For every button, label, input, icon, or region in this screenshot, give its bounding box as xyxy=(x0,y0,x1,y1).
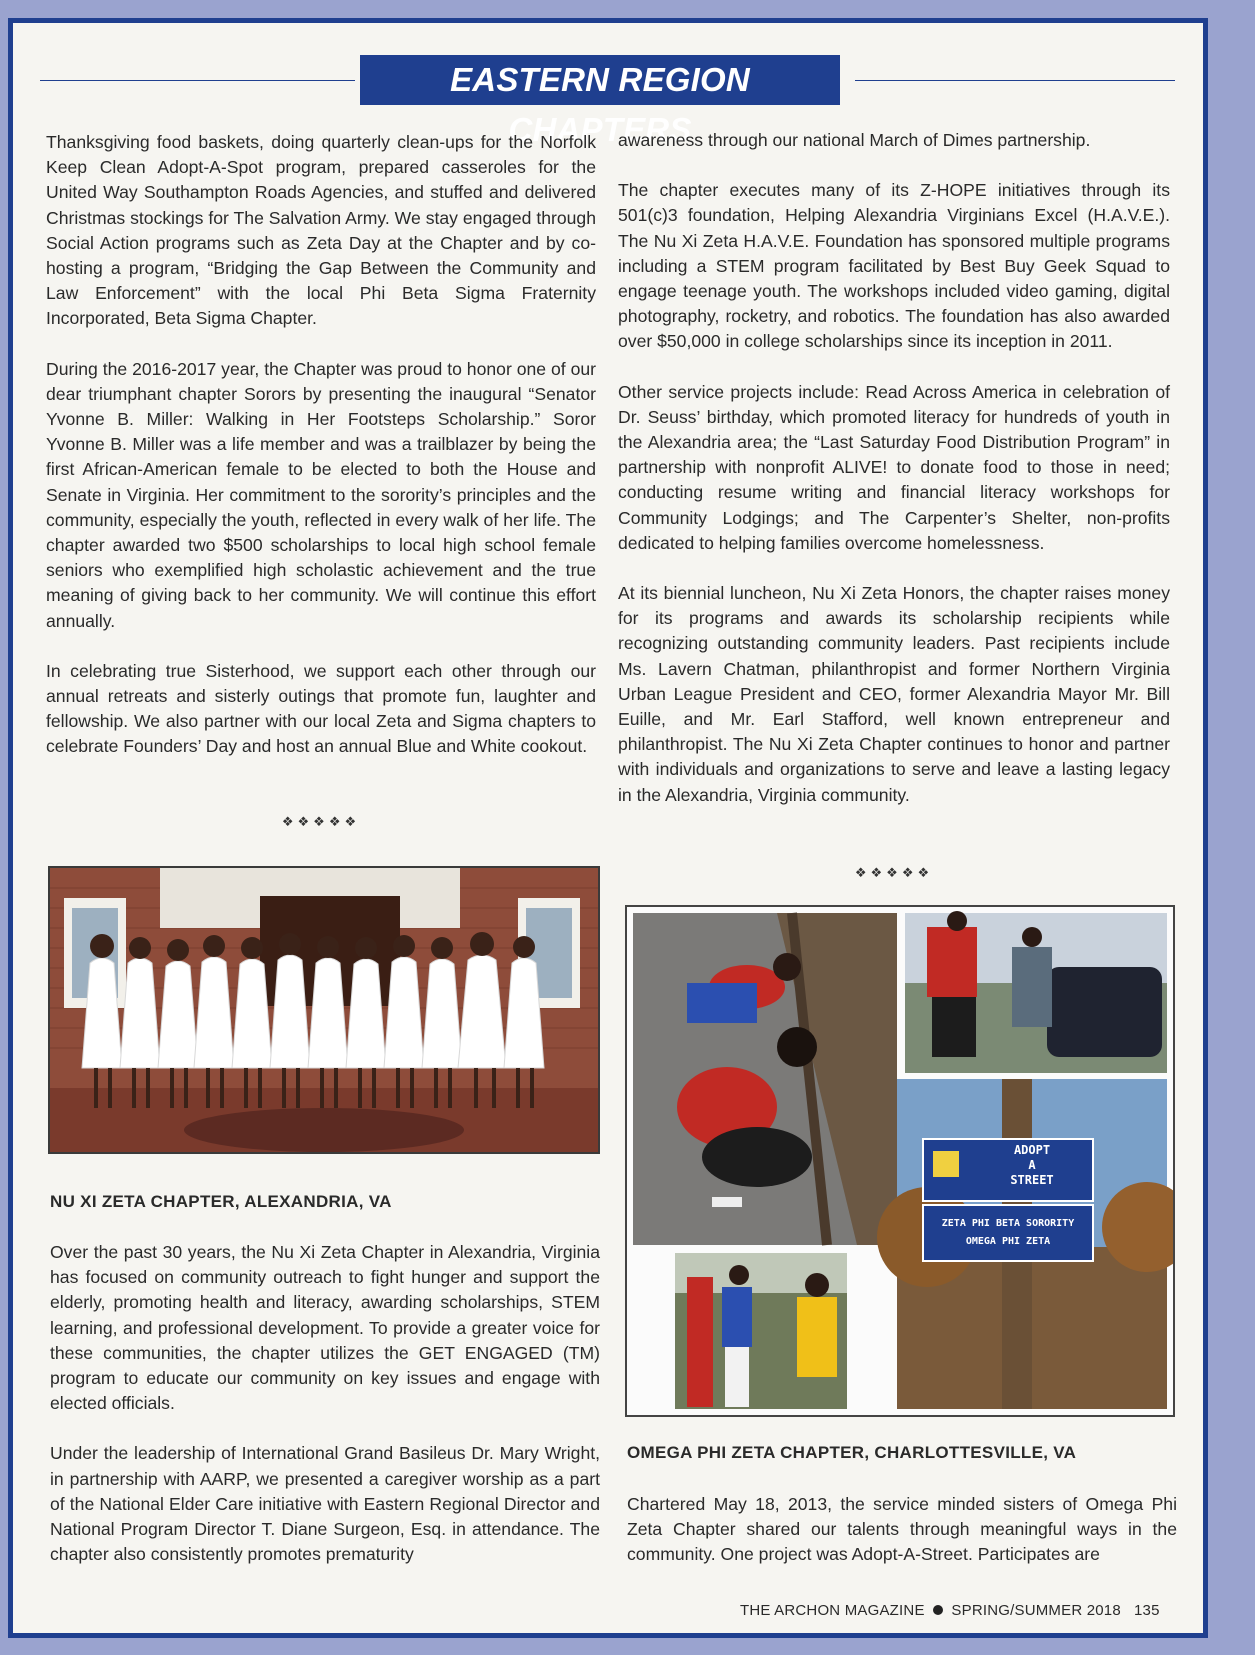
section-divider: ❖❖❖❖❖ xyxy=(854,865,934,880)
paragraph: Over the past 30 years, the Nu Xi Zeta Chapter in Alexandria, Virginia has focused on community outreach to fight hunger and support the elderly, promoting health and literacy, awarding scholarships, STEM learning, and professional development. To provide a greater voice for these communities, the chapter utilizes the GET ENGAGED (TM) program to educate our community on key issues and engage with elected officials. xyxy=(50,1242,600,1414)
right-column-top xyxy=(618,128,1170,833)
paragraph: In celebrating true Sisterhood, we support each other through our annual retreats and sisterly outings that promote fun, laughter and fellowship. We also partner with our local Zeta and Sigma chapters to celebrate Founders’ Day and host an annual Blue and White cookout. xyxy=(46,660,596,757)
issue-label: SPRING/SUMMER 2018 xyxy=(951,1602,1121,1619)
magazine-name: THE ARCHON MAGAZINE xyxy=(740,1602,925,1619)
bullet-icon xyxy=(933,1605,943,1615)
collage-illustration xyxy=(627,907,1173,1415)
sign-line: STREET xyxy=(1010,1173,1054,1187)
sign-line: A xyxy=(1028,1158,1036,1172)
group-photo-illustration xyxy=(50,868,598,1152)
paragraph: Other service projects include: Read Across America in celebration of Dr. Seuss’ birthday, which promoted literacy for hundreds of youth in the Alexandria area; the “Last Saturday Food Distribution Program” in partnership with nonprofit ALIVE! to donate food to those in need; conducting resume writing and financial literacy workshops for Community Lodgings; and The Carpenter’s Shelter, non-profits dedicated to helping families overcome homelessness. xyxy=(618,381,1170,553)
page-footer xyxy=(740,1602,1160,1619)
header-rule-right xyxy=(855,80,1175,81)
section-title-nu-xi-zeta: NU XI ZETA CHAPTER, ALEXANDRIA, VA xyxy=(50,1192,392,1211)
paragraph: During the 2016-2017 year, the Chapter was proud to honor one of our dear triumphant chapter Sorors by presenting the inaugural “Senator Yvonne B. Miller: Walking in Her Footsteps Scholarship.” Soror Yvonne B. Miller was a life member and was a trailblazer by being the first African-American female to be elected to both the House and Senate in Virginia. Her commitment to the sorority’s principles and the community, especially the youth, reflected in every walk of her life. The chapter awarded two $500 scholarships to local high school female seniors who exemplified high scholastic achievement and the true meaning of giving back to her community. We will continue this effort annually. xyxy=(46,358,596,631)
header-rule-left xyxy=(40,80,355,81)
sign-line: ADOPT xyxy=(1013,1143,1051,1157)
sign-line: OMEGA PHI ZETA xyxy=(965,1236,1051,1247)
sign-line: ZETA PHI BETA SORORITY xyxy=(941,1218,1075,1229)
page-number: 135 xyxy=(1134,1602,1160,1619)
group-photo xyxy=(48,866,600,1154)
right-column-bottom xyxy=(627,1492,1177,1593)
paragraph: At its biennial luncheon, Nu Xi Zeta Honors, the chapter raises money for its programs and awards its scholarship recipients while recognizing outstanding community leaders. Past recipients include Ms. Lavern Chatman, philanthropist and former Northern Virginia Urban League President and CEO, former Alexandria Mayor Mr. Bill Euille, and Mr. Earl Stafford, well known entrepreneur and philanthropist. The Nu Xi Zeta Chapter continues to honor and partner with individuals and organizations to serve and leave a lasting legacy in the Alexandria, Virginia community. xyxy=(618,583,1170,805)
paragraph: The chapter executes many of its Z-HOPE initiatives through its 501(c)3 foundation, Helping Alexandria Virginians Excel (H.A.V.E.). The Nu Xi Zeta H.A.V.E. Foundation has sponsored multiple programs including a STEM program facilitated by Best Buy Geek Squad to engage teenage youth. The workshops included video gaming, digital photography, rocketry, and robotics. The foundation has also awarded over $50,000 in college scholarships since its inception in 2011. xyxy=(618,180,1170,352)
photo-collage xyxy=(625,905,1175,1417)
paragraph: Chartered May 18, 2013, the service minded sisters of Omega Phi Zeta Chapter shared our talents through meaningful ways in the community. One project was Adopt-A-Street. Participates are xyxy=(627,1494,1177,1565)
sign-sorority-name xyxy=(923,1215,1093,1251)
paragraph: awareness through our national March of Dimes partnership. xyxy=(618,130,1091,150)
left-column-top xyxy=(46,130,596,785)
page-title: EASTERN REGION CHAPTERS xyxy=(360,55,840,105)
left-column-bottom xyxy=(50,1240,600,1592)
section-title-omega-phi-zeta: OMEGA PHI ZETA CHAPTER, CHARLOTTESVILLE, VA xyxy=(627,1443,1077,1462)
paragraph: Under the leadership of International Grand Basileus Dr. Mary Wright, in partnership with AARP, we presented a caregiver worship as a part of the National Elder Care initiative with Eastern Regional Director and National Program Director T. Diane Surgeon, Esq. in attendance. The chapter also consistently promotes prematurity xyxy=(50,1443,600,1565)
sign-adopt-a-street xyxy=(973,1143,1091,1188)
section-divider: ❖❖❖❖❖ xyxy=(281,814,361,829)
paragraph: Thanksgiving food baskets, doing quarterly clean-ups for the Norfolk Keep Clean Adopt-A-Spot program, prepared casseroles for the United Way Southampton Roads Agencies, and stuffed and delivered Christmas stockings for The Salvation Army. We stay engaged through Social Action programs such as Zeta Day at the Chapter and by co-hosting a program, “Bridging the Gap Between the Community and Law Enforcement” with the local Phi Beta Sigma Fraternity Incorporated, Beta Sigma Chapter. xyxy=(46,132,596,329)
